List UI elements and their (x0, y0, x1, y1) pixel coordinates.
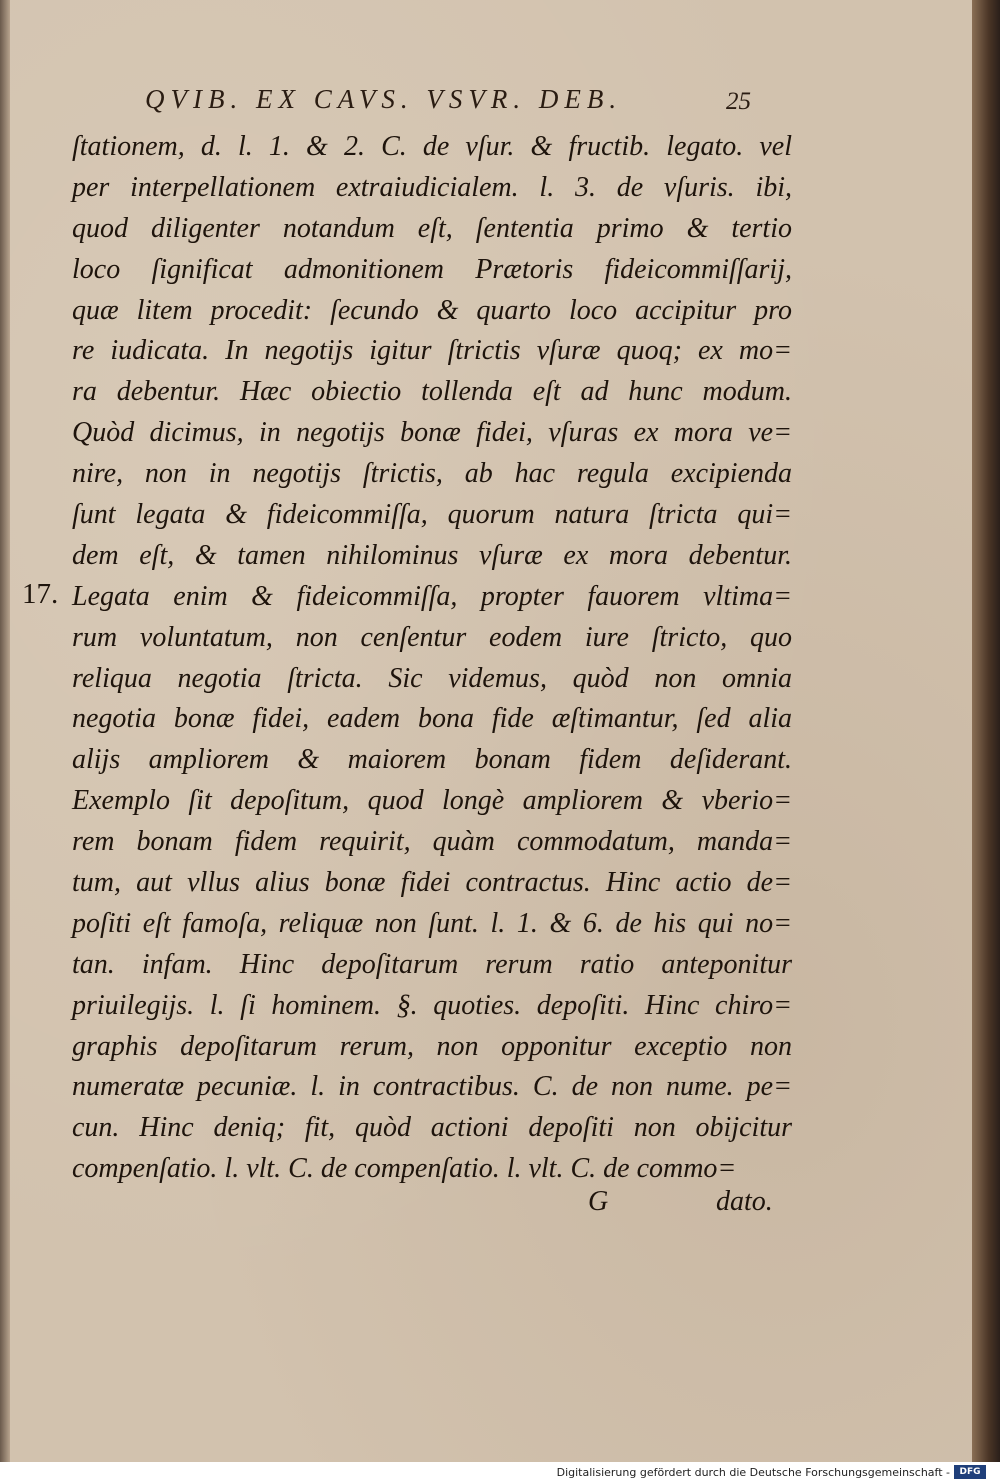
text-line: reliqua negotia ſtricta. Sic videmus, quòd non omnia (72, 662, 792, 694)
text-line: alijs ampliorem & maiorem bonam fidem deſiderant. (72, 744, 792, 776)
text-line: Quòd dicimus, in negotijs bonæ fidei, vſuras ex mora ve= (72, 417, 792, 449)
text-line: loco ſignificat admonitionem Prætoris fideicommiſſarij, (72, 253, 792, 285)
dfg-logo: DFG (954, 1465, 986, 1479)
book-gutter-edge (0, 0, 10, 1462)
text-line: dem eſt, & tamen nihilominus vſuræ ex mora debentur. (72, 539, 792, 571)
text-line: nire, non in negotijs ſtrictis, ab hac regula excipienda (72, 458, 792, 490)
text-line: tum, aut vllus alius bonæ fidei contractus. Hinc actio de= (72, 867, 792, 899)
text-line: quod diligenter notandum eſt, ſententia primo & tertio (72, 212, 792, 244)
text-line: rum voluntatum, non cenſentur eodem iure ſtricto, quo (72, 621, 792, 653)
text-line: priuilegijs. l. ſi hominem. §. quoties. depoſiti. Hinc chiro= (72, 989, 792, 1021)
body-text (72, 127, 792, 1190)
text-line: quæ litem procedit: ſecundo & quarto loco accipitur pro (72, 294, 792, 326)
text-line: Legata enim & fideicommiſſa, propter fauorem vltima= (72, 580, 792, 612)
text-line: poſiti eſt famoſa, reliquæ non ſunt. l. 1. & 6. de his qui no= (72, 907, 792, 939)
text-line: ſtationem, d. l. 1. & 2. C. de vſur. & fructib. legato. vel (72, 131, 792, 162)
text-line: compenſatio. l. vlt. C. de compenſatio. l. vlt. C. de commo= (72, 1153, 737, 1185)
page-shadow-edge (972, 0, 1000, 1462)
text-line: per interpellationem extraiudicialem. l. 3. de vſuris. ibi, (72, 171, 792, 203)
text-line: ra debentur. Hæc obiectio tollenda eſt ad hunc modum. (72, 376, 792, 408)
text-line: negotia bonæ fidei, eadem bona fide æſtimantur, ſed alia (72, 703, 792, 735)
page-number: 25 (726, 88, 751, 115)
text-line: ſunt legata & fideicommiſſa, quorum natura ſtricta qui= (72, 499, 792, 531)
text-line: re iudicata. In negotijs igitur ſtrictis vſuræ quoq; ex mo= (72, 335, 792, 367)
text-line: numeratæ pecuniæ. l. in contractibus. C. de non nume. pe= (72, 1071, 792, 1103)
text-line: rem bonam fidem requirit, quàm commodatum, manda= (72, 826, 792, 858)
margin-paragraph-number: 17. (22, 578, 59, 610)
catchword: dato. (716, 1186, 773, 1217)
signature-mark: G (588, 1186, 609, 1217)
running-head: QVIB. EX CAVS. VSVR. DEB. (145, 84, 623, 114)
text-line: cun. Hinc deniq; fit, quòd actioni depoſiti non obijcitur (72, 1112, 792, 1144)
text-line: graphis depoſitarum rerum, non opponitur exceptio non (72, 1030, 792, 1062)
text-line: tan. infam. Hinc depoſitarum rerum ratio anteponitur (72, 948, 792, 980)
digitization-credit: Digitalisierung gefördert durch die Deutsche Forschungsgemeinschaft - (556, 1466, 950, 1479)
text-line: Exemplo ſit depoſitum, quod longè ampliorem & vberio= (72, 785, 792, 817)
